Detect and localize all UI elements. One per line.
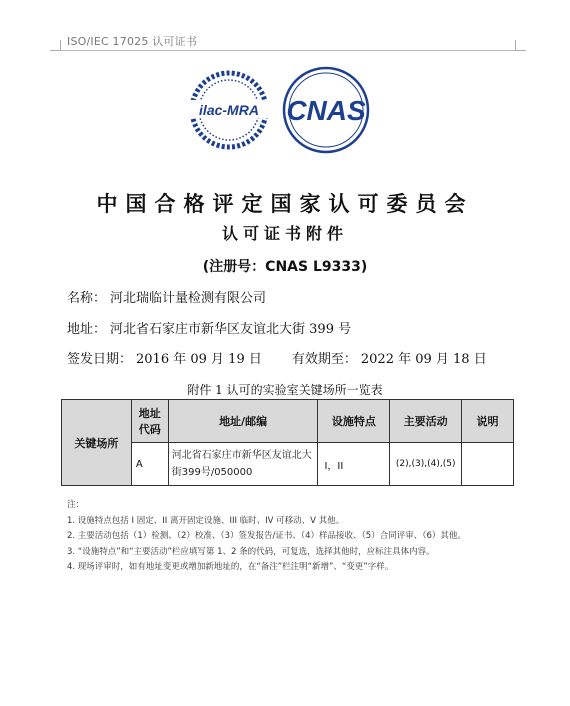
table-caption: 附件 1 认可的实验室关键场所一览表 bbox=[187, 383, 383, 397]
header-rule bbox=[60, 50, 515, 51]
logo-group bbox=[183, 66, 383, 166]
note-item: 3. “设施特点”和“主要活动”栏应填写第 1、2 条的代码，可复选，选择其他时，应标注具体内容。 bbox=[67, 546, 435, 557]
col-header-main-activities: 主要活动 bbox=[390, 400, 462, 443]
notes-title: 注： bbox=[67, 500, 85, 510]
address-value: 河北省石家庄市新华区友谊北大街 399 号 bbox=[110, 322, 352, 337]
name-label: 名称： bbox=[67, 291, 107, 306]
issue-date-value: 2016 年 09 月 19 日 bbox=[136, 352, 262, 367]
accreditation-logos bbox=[183, 66, 383, 166]
ilac-mra-wordmark: ilac-MRA bbox=[199, 102, 259, 118]
address-line bbox=[67, 318, 351, 337]
note-item: 2. 主要活动包括（1）检测、（2）校准、（3）签发报告/证书、（4）样品接收、（5）合同评审、（6）其他。 bbox=[67, 531, 466, 541]
col-header-remarks: 说明 bbox=[462, 400, 514, 443]
document-title: 认可证书附件 bbox=[221, 224, 348, 243]
cell-remarks bbox=[462, 443, 514, 486]
col-header-address-postcode: 地址/邮编 bbox=[168, 400, 318, 443]
cell-activities: (2),(3),(4),(5) bbox=[390, 443, 462, 486]
running-header: ISO/IEC 17025 认可证书 bbox=[67, 35, 198, 48]
ilac-mra-logo bbox=[185, 73, 273, 147]
address-label: 地址： bbox=[67, 322, 107, 337]
note-item: 1. 设施特点包括 I 固定、II 离开固定设施、III 临时、IV 可移动、V 其他。 bbox=[67, 515, 345, 526]
organization-title: 中国合格评定国家认可委员会 bbox=[96, 191, 474, 216]
key-sites-table bbox=[61, 399, 514, 486]
notes-block bbox=[67, 498, 466, 576]
col-header-facility-characteristics: 设施特点 bbox=[318, 400, 390, 443]
name-value: 河北瑞临计量检测有限公司 bbox=[110, 291, 267, 306]
cnas-logo bbox=[284, 68, 368, 152]
crop-mark-top-right bbox=[515, 40, 526, 51]
dates-line bbox=[67, 348, 487, 367]
table-header-row bbox=[62, 400, 514, 443]
name-line bbox=[67, 287, 266, 306]
col-header-address-code: 地址代码 bbox=[131, 400, 168, 443]
cell-address-code: A bbox=[131, 443, 168, 486]
note-item: 4. 现场评审时，如有地址变更或增加新地址的，在“备注”栏注明“新增”、“变更”字样。 bbox=[67, 562, 394, 572]
cell-address: 河北省石家庄市新华区友谊北大街399号/050000 bbox=[168, 443, 318, 486]
row-header-key-sites: 关键场所 bbox=[62, 400, 132, 486]
valid-until-label: 有效期至： bbox=[291, 352, 357, 367]
cell-characteristics: I，II bbox=[318, 443, 390, 486]
registration-number: (注册号：CNAS L9333) bbox=[202, 259, 368, 275]
cnas-wordmark: CNAS bbox=[286, 95, 366, 126]
issue-date-label: 签发日期： bbox=[67, 352, 133, 367]
valid-until-value: 2022 年 09 月 18 日 bbox=[360, 352, 487, 367]
